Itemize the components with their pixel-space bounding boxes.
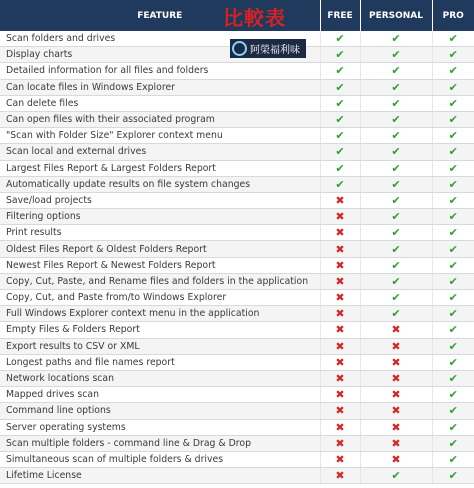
checkmark-icon: ✔: [335, 96, 345, 110]
comparison-title-overlay: 比較表: [223, 6, 286, 30]
pro-cell: [432, 176, 474, 192]
table-row: [0, 63, 474, 79]
pro-cell: [432, 95, 474, 111]
free-cell: [320, 160, 360, 176]
personal-cell: [360, 192, 432, 208]
checkmark-icon: ✔: [448, 96, 458, 110]
pro-cell: [432, 370, 474, 386]
checkmark-icon: ✔: [448, 226, 458, 240]
cross-icon: ✖: [391, 420, 401, 434]
table-row: [0, 95, 474, 111]
table-row: [0, 290, 474, 306]
personal-cell: [360, 79, 432, 95]
free-cell: [320, 306, 360, 322]
feature-label: Save/load projects: [0, 192, 320, 208]
feature-label: Copy, Cut, and Paste from/to Windows Explorer: [0, 290, 320, 306]
logo-circle-icon: [232, 41, 247, 56]
table-row: [0, 160, 474, 176]
cross-icon: ✖: [335, 420, 345, 434]
feature-label: Export results to CSV or XML: [0, 338, 320, 354]
free-cell: [320, 225, 360, 241]
free-cell: [320, 419, 360, 435]
feature-label: Automatically update results on file system changes: [0, 176, 320, 192]
table-row: [0, 468, 474, 484]
table-row: [0, 419, 474, 435]
personal-cell: [360, 468, 432, 484]
table-row: [0, 79, 474, 95]
table-row: [0, 451, 474, 467]
checkmark-icon: ✔: [448, 64, 458, 78]
pro-cell: [432, 63, 474, 79]
feature-label: Server operating systems: [0, 419, 320, 435]
personal-cell: [360, 95, 432, 111]
pro-cell: [432, 209, 474, 225]
feature-label: Newest Files Report & Newest Folders Report: [0, 257, 320, 273]
cross-icon: ✖: [335, 436, 345, 450]
checkmark-icon: ✔: [448, 355, 458, 369]
checkmark-icon: ✔: [391, 177, 401, 191]
pro-cell: [432, 290, 474, 306]
checkmark-icon: ✔: [391, 113, 401, 127]
cross-icon: ✖: [335, 372, 345, 386]
pro-cell: [432, 419, 474, 435]
free-cell: [320, 322, 360, 338]
table-row: [0, 111, 474, 127]
cross-icon: ✖: [391, 452, 401, 466]
personal-cell: [360, 111, 432, 127]
table-row: [0, 387, 474, 403]
checkmark-icon: ✔: [335, 80, 345, 94]
cross-icon: ✖: [391, 388, 401, 402]
table-row: [0, 273, 474, 289]
checkmark-icon: ✔: [391, 226, 401, 240]
free-cell: [320, 31, 360, 47]
pro-cell: [432, 160, 474, 176]
checkmark-icon: ✔: [448, 291, 458, 305]
checkmark-icon: ✔: [448, 372, 458, 386]
personal-cell: [360, 370, 432, 386]
pro-cell: [432, 257, 474, 273]
cross-icon: ✖: [391, 339, 401, 353]
personal-cell: [360, 338, 432, 354]
personal-cell: [360, 322, 432, 338]
cross-icon: ✖: [335, 274, 345, 288]
table-row: [0, 403, 474, 419]
feature-label: Command line options: [0, 403, 320, 419]
checkmark-icon: ✔: [448, 32, 458, 46]
header-personal: PERSONAL: [360, 0, 432, 31]
checkmark-icon: ✔: [391, 307, 401, 321]
feature-label: Network locations scan: [0, 370, 320, 386]
pro-cell: [432, 403, 474, 419]
personal-cell: [360, 225, 432, 241]
feature-label: Mapped drives scan: [0, 387, 320, 403]
checkmark-icon: ✔: [448, 210, 458, 224]
pro-cell: [432, 435, 474, 451]
pro-cell: [432, 338, 474, 354]
table-row: [0, 338, 474, 354]
checkmark-icon: ✔: [448, 274, 458, 288]
table-body: [0, 31, 474, 484]
pro-cell: [432, 451, 474, 467]
checkmark-icon: ✔: [335, 32, 345, 46]
feature-label: Detailed information for all files and folders: [0, 63, 320, 79]
table-row: [0, 128, 474, 144]
checkmark-icon: ✔: [335, 113, 345, 127]
cross-icon: ✖: [335, 388, 345, 402]
feature-label: Simultaneous scan of multiple folders & drives: [0, 451, 320, 467]
cross-icon: ✖: [335, 210, 345, 224]
cross-icon: ✖: [335, 469, 345, 483]
checkmark-icon: ✔: [391, 291, 401, 305]
cross-icon: ✖: [335, 242, 345, 256]
feature-label: Can delete files: [0, 95, 320, 111]
feature-label: Lifetime License: [0, 468, 320, 484]
feature-label: Scan local and external drives: [0, 144, 320, 160]
checkmark-icon: ✔: [391, 64, 401, 78]
cross-icon: ✖: [335, 355, 345, 369]
free-cell: [320, 403, 360, 419]
free-cell: [320, 79, 360, 95]
free-cell: [320, 95, 360, 111]
free-cell: [320, 128, 360, 144]
pro-cell: [432, 128, 474, 144]
checkmark-icon: ✔: [448, 339, 458, 353]
cross-icon: ✖: [335, 452, 345, 466]
free-cell: [320, 273, 360, 289]
checkmark-icon: ✔: [391, 469, 401, 483]
personal-cell: [360, 451, 432, 467]
checkmark-icon: ✔: [448, 177, 458, 191]
cross-icon: ✖: [335, 323, 345, 337]
header-free: FREE: [320, 0, 360, 31]
table-row: [0, 176, 474, 192]
header-feature: FEATURE: [0, 0, 320, 31]
cross-icon: ✖: [335, 226, 345, 240]
pro-cell: [432, 225, 474, 241]
checkmark-icon: ✔: [448, 323, 458, 337]
free-cell: [320, 338, 360, 354]
personal-cell: [360, 257, 432, 273]
free-cell: [320, 354, 360, 370]
feature-label: Print results: [0, 225, 320, 241]
personal-cell: [360, 160, 432, 176]
pro-cell: [432, 387, 474, 403]
personal-cell: [360, 354, 432, 370]
free-cell: [320, 241, 360, 257]
checkmark-icon: ✔: [448, 193, 458, 207]
checkmark-icon: ✔: [391, 193, 401, 207]
pro-cell: [432, 354, 474, 370]
personal-cell: [360, 273, 432, 289]
cross-icon: ✖: [391, 404, 401, 418]
checkmark-icon: ✔: [448, 258, 458, 272]
free-cell: [320, 192, 360, 208]
personal-cell: [360, 31, 432, 47]
checkmark-icon: ✔: [335, 177, 345, 191]
personal-cell: [360, 241, 432, 257]
feature-label: Largest Files Report & Largest Folders Report: [0, 160, 320, 176]
checkmark-icon: ✔: [391, 161, 401, 175]
checkmark-icon: ✔: [448, 113, 458, 127]
checkmark-icon: ✔: [448, 388, 458, 402]
free-cell: [320, 387, 360, 403]
checkmark-icon: ✔: [448, 307, 458, 321]
table-row: [0, 225, 474, 241]
pro-cell: [432, 468, 474, 484]
watermark-logo-text: 阿榮福利味: [250, 45, 300, 56]
free-cell: [320, 435, 360, 451]
pro-cell: [432, 192, 474, 208]
feature-label: Scan multiple folders - command line & Drag & Drop: [0, 435, 320, 451]
checkmark-icon: ✔: [448, 242, 458, 256]
personal-cell: [360, 387, 432, 403]
checkmark-icon: ✔: [391, 258, 401, 272]
pro-cell: [432, 306, 474, 322]
checkmark-icon: ✔: [448, 161, 458, 175]
free-cell: [320, 176, 360, 192]
feature-label: Filtering options: [0, 209, 320, 225]
feature-label: Can locate files in Windows Explorer: [0, 79, 320, 95]
personal-cell: [360, 290, 432, 306]
free-cell: [320, 63, 360, 79]
header-pro: PRO: [432, 0, 474, 31]
table-row: [0, 354, 474, 370]
checkmark-icon: ✔: [391, 145, 401, 159]
cross-icon: ✖: [335, 291, 345, 305]
checkmark-icon: ✔: [391, 210, 401, 224]
checkmark-icon: ✔: [335, 48, 345, 62]
free-cell: [320, 257, 360, 273]
pro-cell: [432, 31, 474, 47]
checkmark-icon: ✔: [391, 48, 401, 62]
checkmark-icon: ✔: [448, 420, 458, 434]
table-row: [0, 370, 474, 386]
personal-cell: [360, 128, 432, 144]
checkmark-icon: ✔: [448, 145, 458, 159]
table-row: [0, 257, 474, 273]
free-cell: [320, 451, 360, 467]
free-cell: [320, 111, 360, 127]
checkmark-icon: ✔: [335, 161, 345, 175]
pro-cell: [432, 79, 474, 95]
checkmark-icon: ✔: [391, 96, 401, 110]
checkmark-icon: ✔: [448, 48, 458, 62]
feature-label: Display charts: [0, 47, 320, 63]
free-cell: [320, 144, 360, 160]
pro-cell: [432, 47, 474, 63]
cross-icon: ✖: [391, 372, 401, 386]
checkmark-icon: ✔: [448, 404, 458, 418]
feature-label: "Scan with Folder Size" Explorer context menu: [0, 128, 320, 144]
personal-cell: [360, 47, 432, 63]
free-cell: [320, 370, 360, 386]
checkmark-icon: ✔: [448, 129, 458, 143]
cross-icon: ✖: [335, 193, 345, 207]
cross-icon: ✖: [391, 355, 401, 369]
table-row: [0, 241, 474, 257]
pro-cell: [432, 144, 474, 160]
free-cell: [320, 468, 360, 484]
checkmark-icon: ✔: [391, 80, 401, 94]
free-cell: [320, 209, 360, 225]
checkmark-icon: ✔: [335, 64, 345, 78]
feature-label: Full Windows Explorer context menu in the application: [0, 306, 320, 322]
checkmark-icon: ✔: [391, 129, 401, 143]
cross-icon: ✖: [335, 307, 345, 321]
table-row: [0, 144, 474, 160]
watermark-logo: [230, 39, 306, 58]
cross-icon: ✖: [335, 404, 345, 418]
table-row: [0, 209, 474, 225]
personal-cell: [360, 63, 432, 79]
feature-label: Empty Files & Folders Report: [0, 322, 320, 338]
checkmark-icon: ✔: [448, 80, 458, 94]
personal-cell: [360, 144, 432, 160]
checkmark-icon: ✔: [448, 436, 458, 450]
feature-label: Scan folders and drives: [0, 31, 320, 47]
feature-label: Can open files with their associated program: [0, 111, 320, 127]
checkmark-icon: ✔: [335, 145, 345, 159]
personal-cell: [360, 403, 432, 419]
pro-cell: [432, 241, 474, 257]
checkmark-icon: ✔: [391, 274, 401, 288]
feature-label: Oldest Files Report & Oldest Folders Report: [0, 241, 320, 257]
checkmark-icon: ✔: [391, 242, 401, 256]
personal-cell: [360, 419, 432, 435]
free-cell: [320, 47, 360, 63]
pro-cell: [432, 111, 474, 127]
checkmark-icon: ✔: [391, 32, 401, 46]
cross-icon: ✖: [335, 339, 345, 353]
pro-cell: [432, 322, 474, 338]
free-cell: [320, 290, 360, 306]
table-row: [0, 306, 474, 322]
table-row: [0, 435, 474, 451]
checkmark-icon: ✔: [448, 469, 458, 483]
cross-icon: ✖: [335, 258, 345, 272]
pro-cell: [432, 273, 474, 289]
table-row: [0, 192, 474, 208]
personal-cell: [360, 306, 432, 322]
personal-cell: [360, 176, 432, 192]
cross-icon: ✖: [391, 323, 401, 337]
checkmark-icon: ✔: [335, 129, 345, 143]
personal-cell: [360, 209, 432, 225]
feature-label: Copy, Cut, Paste, and Rename files and folders in the application: [0, 273, 320, 289]
cross-icon: ✖: [391, 436, 401, 450]
feature-label: Longest paths and file names report: [0, 354, 320, 370]
personal-cell: [360, 435, 432, 451]
checkmark-icon: ✔: [448, 452, 458, 466]
table-row: [0, 322, 474, 338]
